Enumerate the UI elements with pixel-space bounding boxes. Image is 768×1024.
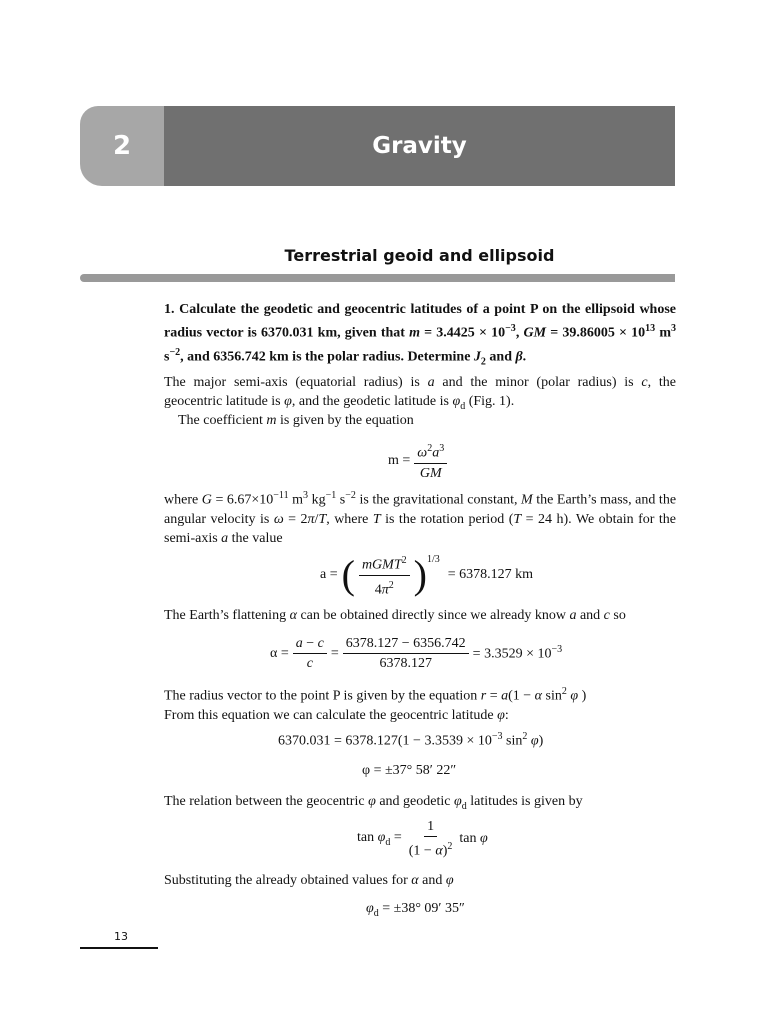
fraction: $\frac{\omega^2a^3}{GM}$ (414, 440, 447, 482)
chapter-number-text: 2 (112, 131, 132, 161)
paragraph-axes: The major semi-axis (equatorial radius) is a and the minor (polar radius) is c, the geocentric latitude is φ, and the geodetic latitude is $\varphi_d$ (Fig. 1). (164, 375, 677, 412)
equation-a: a = ( $\frac{mGMT^2}{4\pi^2}$ ) $^{1/3}$ = 6378.127 km (320, 552, 534, 598)
paragraph-radius-vector: The radius vector to the point P is given by the equation r = a(1 − α $\sin^2 \varphi$ ) From this equation we can calculate the geocentric latitude φ: (164, 686, 587, 723)
equation-phid-result: $\varphi_d = \pm 38^\circ$ 09′ 35″ (366, 901, 465, 919)
exponent: 1/3 (426, 554, 440, 565)
page-number: 13 (114, 930, 128, 943)
fraction: $\frac{1}{(1 - \alpha)^2}$ (408, 819, 453, 859)
paragraph-flattening: The Earth’s flattening α can be obtained directly since we already know a and c so (164, 608, 626, 623)
equation-lhs: a = (320, 567, 338, 583)
fraction: $\frac{a - c}{c}$ (293, 635, 327, 672)
paragraph-substituting: Substituting the already obtained values for α and φ (164, 873, 454, 888)
equation-phi-result: φ = ±37° 58′ 22″ (362, 763, 457, 778)
equation-m (388, 440, 451, 482)
section-title: Terrestrial geoid and ellipsoid (284, 246, 555, 265)
equation-radius: $6370.031 = 6378.127(1 - 3.3539 \times 10^{-3}$ $\sin^2 \varphi$) (278, 731, 544, 749)
equation-lhs: m = (388, 452, 411, 468)
paragraph-relation: The relation between the geocentric φ and geodetic $\varphi_d$ latitudes is given by (164, 794, 583, 812)
section-divider (80, 274, 675, 282)
fraction: $\frac{6378.127 - 6356.742}{6378.127}$ (343, 635, 469, 672)
equation-rhs: = 6378.127 km (447, 567, 534, 583)
fraction: $\frac{mGMT^2}{4\pi^2}$ (359, 552, 410, 598)
paragraph-coefficient: The coefficient m is given by the equation (178, 413, 414, 428)
equals-sign: = (330, 645, 339, 661)
paragraph-gravitational-constant: where $G = 6.67\times 10^{-11}$ $m^3$ $kg^{-1}$ $s^{-2}$ is the gravitational constant, M the Earth’s mass, and the angular velocity is ω = 2π/T, where T is the rotation period (T = 24 h). We obtain for the semi-axis a the value (164, 490, 677, 546)
chapter-title (164, 106, 675, 186)
footer-divider (80, 947, 158, 949)
problem-statement: 1. Calculate the geodetic and geocentric latitudes of a point P on the ellipsoid whose radius vector is 6370.031 km, given that $m = 3.4425 \times 10^{-3}$, GM = $39.86005 \times 10^{13}$ $m^3$ $s^{-2}$, and 6356.742 km is the polar radius. Determine $J_2$ and β. (164, 302, 676, 368)
equation-alpha: α = $\frac{a - c}{c}$ = $\frac{6378.127 - 6356.742}{6378.127}$ = $3.3529 \times 10^{-3}$ (270, 636, 563, 671)
chapter-title-text: Gravity (372, 133, 467, 159)
equation-tan: $\tan \varphi_d$ = $\frac{1}{(1 - \alpha)^2}$ tan φ (357, 819, 488, 859)
chapter-number (80, 106, 164, 186)
equation-lhs: α = (270, 645, 289, 661)
